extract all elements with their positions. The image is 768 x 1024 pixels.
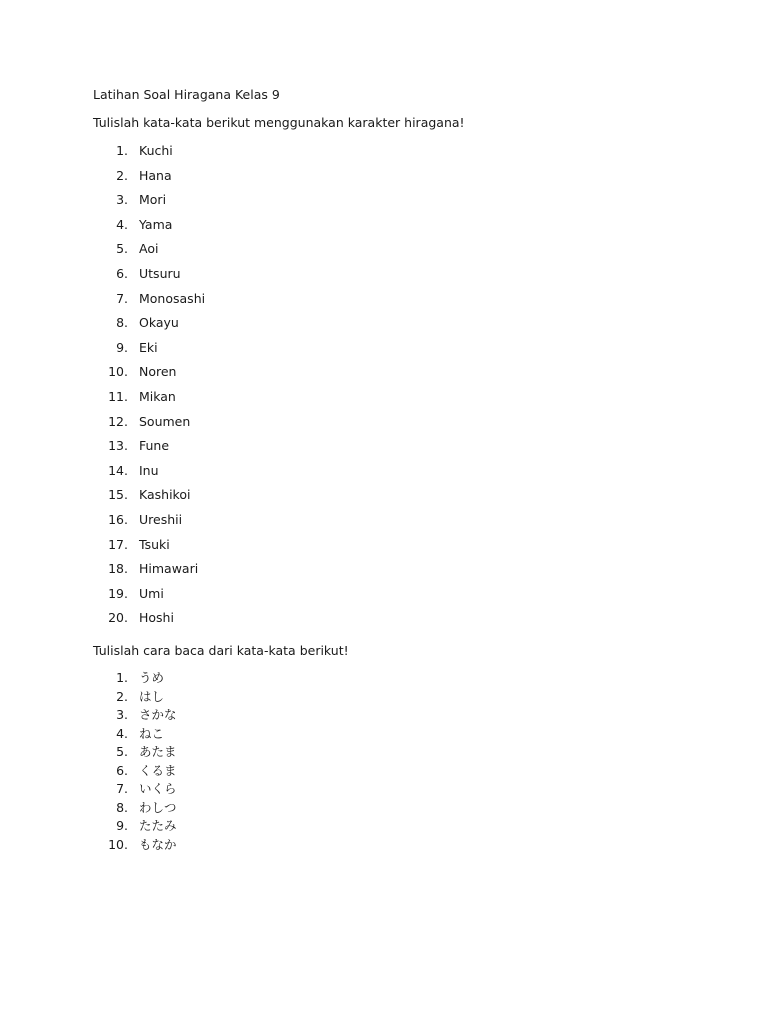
item-word: Himawari (139, 561, 199, 577)
item-number: 8. (116, 315, 128, 331)
item-word: Aoi (139, 241, 159, 257)
item-word: もなか (139, 836, 177, 852)
item-word: いくら (139, 781, 177, 796)
item-word: Okayu (139, 315, 179, 331)
item-number: 5. (116, 744, 128, 759)
item-number: 15. (108, 487, 128, 503)
item-word: Hoshi (139, 610, 174, 626)
item-number: 10. (108, 836, 128, 852)
item-word: Tsuki (139, 536, 170, 552)
item-number: 9. (116, 818, 128, 833)
item-number: 19. (108, 585, 128, 601)
item-number: 14. (108, 462, 128, 478)
item-word: はし (139, 688, 165, 704)
item-number: 20. (108, 610, 128, 626)
item-word: Umi (139, 585, 164, 601)
instruction-hiragana-writing: Tulislah kata-kata berikut menggunakan karakter hiragana! (93, 115, 465, 130)
item-number: 6. (116, 265, 128, 281)
item-number: 1. (116, 670, 128, 685)
item-number: 4. (116, 216, 128, 232)
item-number: 5. (116, 241, 128, 257)
item-word: たたみ (139, 818, 177, 833)
item-word: Utsuru (139, 265, 181, 281)
item-word: Noren (139, 364, 177, 380)
item-word: わしつ (139, 799, 177, 815)
item-word: ねこ (139, 725, 165, 741)
item-word: あたま (139, 744, 177, 759)
item-word: Hana (139, 167, 172, 183)
instruction-reading: Tulislah cara baca dari kata-kata berikut! (93, 643, 349, 658)
item-number: 2. (116, 688, 128, 704)
item-number: 18. (108, 561, 128, 577)
item-word: Inu (139, 462, 159, 478)
item-number: 7. (116, 781, 128, 796)
item-number: 3. (116, 192, 128, 208)
item-number: 3. (116, 707, 128, 722)
item-word: Yama (139, 216, 173, 232)
item-word: Kuchi (139, 143, 173, 158)
item-number: 4. (116, 725, 128, 741)
item-number: 6. (116, 762, 128, 778)
item-word: Mikan (139, 388, 176, 404)
item-word: Eki (139, 339, 158, 355)
item-number: 12. (108, 413, 128, 429)
document-title: Latihan Soal Hiragana Kelas 9 (93, 87, 280, 102)
item-number: 11. (108, 388, 128, 404)
item-number: 2. (116, 167, 128, 183)
item-word: さかな (139, 707, 177, 722)
item-word: Mori (139, 192, 167, 208)
item-word: Monosashi (139, 290, 206, 306)
item-number: 17. (108, 536, 128, 552)
item-word: うめ (139, 670, 165, 685)
item-number: 9. (116, 339, 128, 355)
item-number: 10. (108, 364, 128, 380)
item-number: 7. (116, 290, 128, 306)
item-word: Fune (139, 438, 170, 454)
item-number: 8. (116, 799, 128, 815)
item-word: Soumen (139, 413, 191, 429)
item-number: 13. (108, 438, 128, 454)
item-number: 16. (108, 511, 128, 527)
item-word: Ureshii (139, 511, 183, 527)
item-number: 1. (116, 143, 128, 158)
item-word: くるま (139, 762, 177, 778)
item-word: Kashikoi (139, 487, 191, 503)
